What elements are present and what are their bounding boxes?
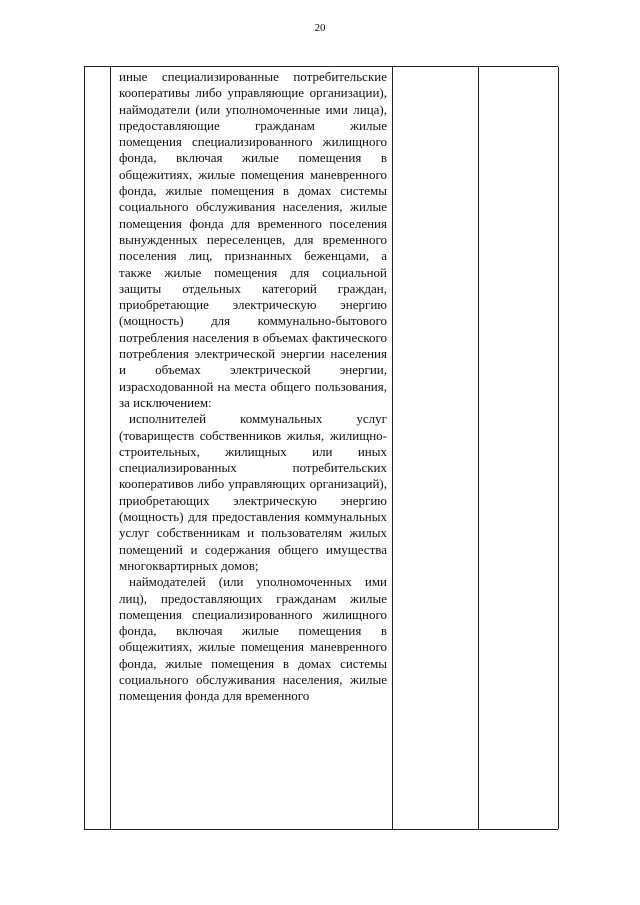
page-number: 20 (314, 22, 326, 34)
column-divider (110, 67, 111, 829)
paragraph: наймодателей (или уполномоченных ими лиц), предоставляющих гражданам жилые помещения специализированного жилищного фонда, включая жилые помещения в общежитиях, жилые помещения маневренного фонда, жилые помещения в домах системы социального обслуживания населения, жилые помещения фонда для временного (119, 574, 387, 704)
table-cell-text (119, 69, 387, 705)
paragraph: исполнителей коммунальных услуг (товариществ собственников жилья, жилищно-строительных, жилищных или иных специализированных потребительских кооперативов либо управляющих организаций), приобретающих электрическую энергию (мощность) для предоставления коммунальных услуг собственникам и пользователям жилых помещений и содержания общего имущества многоквартирных домов; (119, 411, 387, 573)
table-right-border (558, 67, 559, 829)
column-divider (478, 67, 479, 829)
paragraph: иные специализированные потребительские кооперативы либо управляющие организации), наймодатели (или уполномоченные ими лица), предоставляющие гражданам жилые помещения специализированного жилищного фонда, включая жилые помещения в общежитиях, жилые помещения маневренного фонда, жилые помещения в домах системы социального обслуживания населения, жилые помещения фонда для временного поселения вынужденных переселенцев, для временного поселения лиц, признанных беженцами, а также жилые помещения для социальной защиты отдельных категорий граждан, приобретающие электрическую энергию (мощность) для коммунально-бытового потребления населения в объемах фактического потребления электрической энергии населения и объемах электрической энергии, израсходованной на места общего пользования, за исключением: (119, 69, 387, 410)
column-divider (392, 67, 393, 829)
document-table (84, 66, 558, 830)
